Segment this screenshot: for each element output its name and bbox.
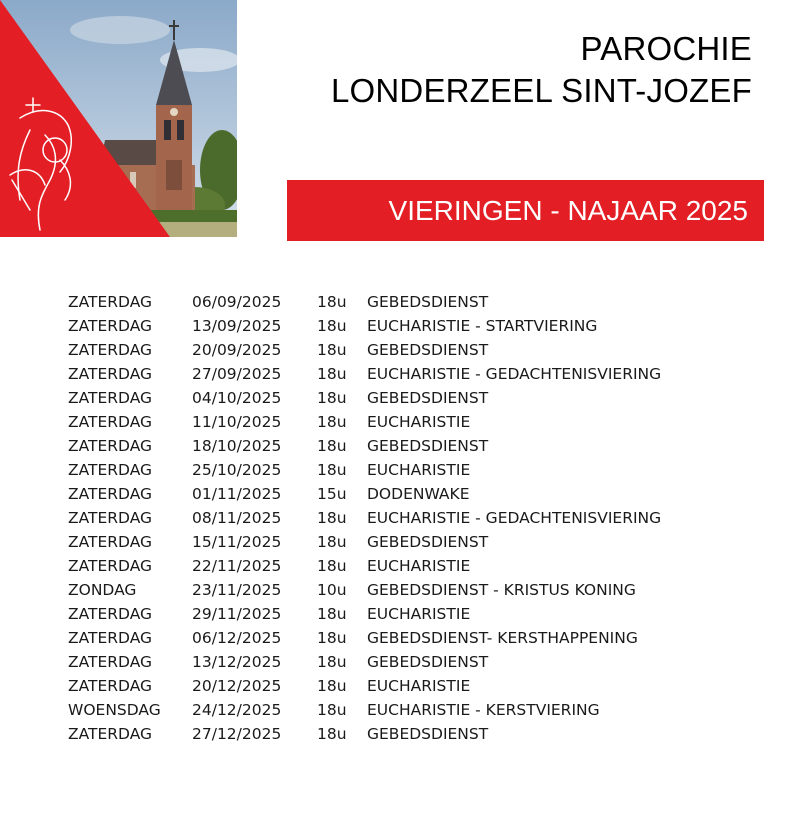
banner-text: VIERINGEN - NAJAAR 2025	[388, 194, 748, 226]
schedule-day: ZATERDAG	[68, 653, 153, 671]
schedule-event: GEBEDSDIENST	[367, 341, 489, 359]
schedule-time: 18u	[317, 557, 347, 575]
schedule-day: ZATERDAG	[68, 413, 153, 431]
schedule-day: ZATERDAG	[68, 509, 153, 527]
schedule-event: EUCHARISTIE - GEDACHTENISVIERING	[367, 365, 662, 383]
schedule-date: 13/09/2025	[192, 317, 282, 335]
schedule-event: EUCHARISTIE	[367, 461, 471, 479]
season-banner	[287, 180, 764, 241]
schedule-time: 18u	[317, 317, 347, 335]
schedule-time: 18u	[317, 413, 347, 431]
schedule-day: ZATERDAG	[68, 605, 153, 623]
title-line-2: LONDERZEEL SINT-JOZEF	[330, 72, 752, 109]
schedule-time: 18u	[317, 533, 347, 551]
schedule-date: 13/12/2025	[192, 653, 282, 671]
schedule-day: ZATERDAG	[68, 461, 153, 479]
schedule-event: GEBEDSDIENST - KRISTUS KONING	[367, 581, 636, 599]
schedule-event: EUCHARISTIE	[367, 413, 471, 431]
schedule-date: 23/11/2025	[192, 581, 282, 599]
schedule-time: 18u	[317, 629, 347, 647]
schedule-day: ZONDAG	[68, 581, 137, 599]
schedule-date: 04/10/2025	[192, 389, 282, 407]
schedule-date: 27/09/2025	[192, 365, 282, 383]
title-line-1: PAROCHIE	[580, 30, 752, 67]
schedule-time: 18u	[317, 725, 347, 743]
schedule-date: 20/09/2025	[192, 341, 282, 359]
schedule-event: EUCHARISTIE	[367, 605, 471, 623]
schedule-date: 29/11/2025	[192, 605, 282, 623]
schedule-time: 18u	[317, 461, 347, 479]
schedule-time: 18u	[317, 437, 347, 455]
schedule-time: 10u	[317, 581, 347, 599]
schedule-date: 01/11/2025	[192, 485, 282, 503]
schedule-date: 22/11/2025	[192, 557, 282, 575]
schedule-date: 15/11/2025	[192, 533, 282, 551]
schedule-event: GEBEDSDIENST	[367, 725, 489, 743]
schedule-time: 18u	[317, 653, 347, 671]
schedule-day: ZATERDAG	[68, 677, 153, 695]
schedule-time: 18u	[317, 701, 347, 719]
schedule-event: EUCHARISTIE - GEDACHTENISVIERING	[367, 509, 662, 527]
schedule-event: EUCHARISTIE	[367, 677, 471, 695]
schedule-event: GEBEDSDIENST	[367, 293, 489, 311]
schedule-event: GEBEDSDIENST- KERSTHAPPENING	[367, 629, 638, 647]
schedule-day: ZATERDAG	[68, 341, 153, 359]
schedule-date: 24/12/2025	[192, 701, 282, 719]
schedule-time: 18u	[317, 293, 347, 311]
parish-logo	[0, 0, 237, 237]
schedule-time: 18u	[317, 509, 347, 527]
schedule-day: ZATERDAG	[68, 317, 153, 335]
schedule-time: 18u	[317, 365, 347, 383]
schedule-day: ZATERDAG	[68, 437, 153, 455]
schedule-date: 20/12/2025	[192, 677, 282, 695]
schedule-date: 06/12/2025	[192, 629, 282, 647]
schedule-date: 25/10/2025	[192, 461, 282, 479]
schedule-event: GEBEDSDIENST	[367, 437, 489, 455]
schedule-day: ZATERDAG	[68, 557, 153, 575]
schedule-date: 06/09/2025	[192, 293, 282, 311]
schedule-event: DODENWAKE	[367, 485, 470, 503]
schedule-day: ZATERDAG	[68, 533, 153, 551]
schedule-time: 18u	[317, 605, 347, 623]
schedule-date: 27/12/2025	[192, 725, 282, 743]
schedule-event: EUCHARISTIE - KERSTVIERING	[367, 701, 600, 719]
schedule-date: 18/10/2025	[192, 437, 282, 455]
schedule-day: ZATERDAG	[68, 389, 153, 407]
schedule-time: 18u	[317, 389, 347, 407]
schedule-event: EUCHARISTIE	[367, 557, 471, 575]
schedule-day: WOENSDAG	[68, 701, 161, 719]
schedule-date: 11/10/2025	[192, 413, 282, 431]
schedule-day: ZATERDAG	[68, 629, 153, 647]
schedule-day: ZATERDAG	[68, 293, 153, 311]
schedule-day: ZATERDAG	[68, 485, 153, 503]
schedule-event: GEBEDSDIENST	[367, 533, 489, 551]
schedule-time: 18u	[317, 677, 347, 695]
schedule-day: ZATERDAG	[68, 725, 153, 743]
schedule-event: GEBEDSDIENST	[367, 389, 489, 407]
schedule-time: 18u	[317, 341, 347, 359]
schedule-day: ZATERDAG	[68, 365, 153, 383]
parish-title	[331, 28, 752, 112]
schedule-event: EUCHARISTIE - STARTVIERING	[367, 317, 598, 335]
schedule-time: 15u	[317, 485, 347, 503]
schedule-date: 08/11/2025	[192, 509, 282, 527]
schedule-event: GEBEDSDIENST	[367, 653, 489, 671]
